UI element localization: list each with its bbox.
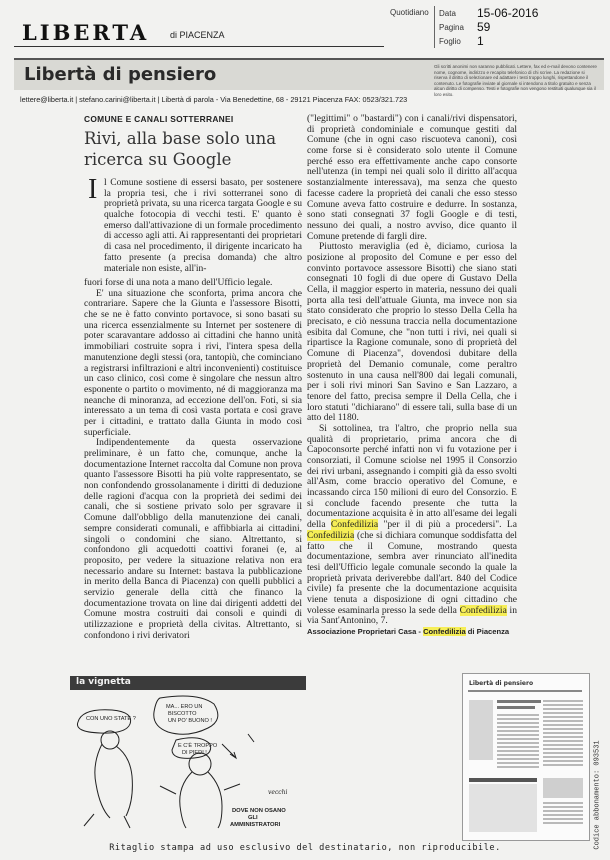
metadata-box bbox=[434, 6, 600, 48]
column-contact-line: lettere@liberta.it | stefano.carini@liberta.it | Libertà di parola - Via Benedettine, 68 - 29121 Piacenza FAX: 0523/321.723 bbox=[20, 95, 408, 104]
sheet-value: 1 bbox=[477, 34, 484, 48]
clipping-footer: Ritaglio stampa ad uso esclusivo del destinatario, non riproducibile. bbox=[109, 843, 501, 853]
column-banner bbox=[14, 58, 604, 97]
date-value: 15-06-2016 bbox=[477, 6, 539, 20]
cartoon-head-right bbox=[189, 753, 211, 775]
page-thumbnail bbox=[462, 673, 590, 841]
balloon-text: UN PO' BUONO ! bbox=[168, 718, 212, 724]
article-paragraph-1: l Comune sostiene di essersi basato, per sostenere la propria tesi, che i rivi sotterranei sono di proprietà privata, su una ricerca targata Google e su qualche fotocopia di vecchi testi. E' quanto è emerso dall'attivazione di un formale procedimento di accesso agli atti. Ai rappresentanti dei proprietari di casa nel procedimento, il dirigente incaricato ha fatto presente (a precisa domanda) che altro materiale non esiste, all'in- bbox=[104, 177, 302, 274]
article-paragraph-3-end: ("legittimi" o "bastardi") con i canali/rivi dispensatori, di proprietà condominiale e comunque gestiti dal Comune (che in ogni caso riscuoteva canoni), così come forse si è considerato solo utente il Comune perché esso era effettivamente anche capo consorte nell'utenza (in tempi nei quali solo il diritto all'acqua sostanzialmente interessava), ma senza che questo facesse cadere la proprietà dei canali che esso stesso Comune aveva fatto costruire e dedurre. In sostanza, sono stati consegnati 37 fogli Google e di testi, nessuno dei quali, a nostro avviso, dice quanto il Comune pretende di fargli dire. bbox=[307, 113, 517, 242]
page-label: Pagina bbox=[439, 23, 464, 32]
highlighted-term: Confedilizia bbox=[330, 519, 379, 531]
balloon-text: CON UNO STATE ? bbox=[86, 716, 136, 722]
highlighted-term: Confedilizia bbox=[459, 604, 507, 616]
vignetta-label: la vignetta bbox=[76, 677, 131, 687]
balloon-text: BISCOTTO bbox=[168, 711, 197, 717]
column-rules-note: Gli scritti anonimi non saranno pubblicati. Lettere, fax ed e-mail devono contenere nome, cognome, indirizzo e recapito telefonico di chi scrive. La redazione si riserva il diritto di selezionare ed adattare i testi troppo lunghi, rispettandone il contenuto. Le fotografie inviate al giornale si intendono a titolo gratuito e senza alcun diritto di compenso. Testi e fotografie non vengono restituiti qualunque sia il loro esito. bbox=[434, 64, 597, 97]
article-paragraph-2: E' una situazione che sconforta, prima ancora che contrariare. Sapere che la Giunta e l'assessore Bisotti, che se ne è fatto convinto portavoce, si sono basati su una ricerca essenzialmente su Internet per sostenere di poter scaravantare addosso ai cittadini che hanno unità immobiliari costruite sopra i rivi, l'intera spesa della manutenzione degli stessi (ora, tantopiù, che cominciano a registrarsi infiltrazioni e altri inconvenienti) costituisce un caso clinico, così come è singolare che nessun altro esponente o partito o movimento, né di maggioranza ma neanche di minoranza, ad eccezione dell'on. Foti, si sia interessato a un tema di così vasta portata e così grave per i cittadini, e trattato dalla Giunta in modo così superficiale. bbox=[84, 287, 302, 438]
vignetta-header bbox=[70, 676, 306, 690]
article-intro-column bbox=[88, 174, 302, 274]
article-paragraph-4: Piuttosto meraviglia (ed è, diciamo, curiosa la posizione al proposito del Comune e per esso del convinto portavoce assessore Bisotti) che siano stati consegnati 10 fogli di due opere di Gustavo Della Cella, il maggior esperto in materia, nessuno dei quali porta alla tesi dell'attuale Giunta, ma invece non sia stato considerato che proprio lo stesso Della Cella ha precisato, e ciò nessuna traccia nella documentazione esibita dal Comune, che "non tutti i rivi, nei quali si ripartisce la Ragione comunale, sono di proprietà del Comune di Piacenza", dovendosi dubitare della proprietà del Demanio comunale, come peraltro sostenuto in una causa nell'800 dai legali comunali, per i soli rivi minori San Savino e San Lazzaro, a tenore del fatto, precisa sempre il Della Cella, che i loro statuti "dichiarano" di essere tali, sulla base di un atto del 1180. bbox=[307, 241, 517, 424]
sheet-label: Foglio bbox=[439, 37, 461, 46]
column-title: Libertà di pensiero bbox=[24, 64, 217, 85]
cartoon-caption: DOVE NON OSANO bbox=[232, 808, 286, 814]
newspaper-logo-subtitle: di PIACENZA bbox=[170, 30, 225, 40]
article-paragraph-5: Si sottolinea, tra l'altro, che proprio nella sua qualità di proprietario, prima ancora che di Capoconsorte perché infatti non vi fu votazione per i consorziati, il Comune sciolse nel 1995 il Consorzio dei rivi urbani, assegnando i compiti già da esso svolti all'Asm, come braccio operativo del Comune, e incassando circa 150 milioni di euro del Consorzio. E si conclude facendo presente che tutta la documentazione acquisita è in atto all'esame dei legali della Confedilizia "per il di più a procedersi". La Confedilizia (che si dichiara comunque soddisfatta del fatto che il Comune, mostrando questa documentazione, sembra aver rinunciato all'inedita tesi dell'Ufficio legale comunale secondo la quale la proprietà privata deriverebbe dall'art. 840 del Codice civile) fa presente che la documentazione acquisita viene tenuta a disposizione di ogni cittadino che volesse esaminarla presso la sede della Confedilizia in via Sant'Antonino, 7. bbox=[307, 422, 517, 627]
article-paragraph-1-end: fuori forse di una nota a mano dell'Ufficio legale. bbox=[84, 277, 273, 288]
cartoon-figure-left bbox=[84, 744, 132, 828]
article-signature: Associazione Proprietari Casa - Confedilizia di Piacenza bbox=[307, 627, 510, 636]
cartoonist-signature: vecchi bbox=[268, 789, 288, 796]
publication-type: Quotidiano bbox=[390, 8, 429, 17]
article-paragraph-3: Indipendentemente da questa osservazione preliminare, è un fatto che, comunque, anche la documentazione Internet raccolta dal Comune non prova quanto l'assessore Bisotti ha più volte rappresentato, se non confondendo grossolanamente i diritti di deduzione delle ragioni d'acqua con la proprietà dei sedimi dei canali, che si sostiene privato solo per sgravare il Comune dall'obbligo della manutenzione dei canali, sempre considerati comunali, e affibbiarla ai cittadini, singoli o condomini che siano. Altrettanto, si confondono gli acquedotti coattivi foranei (e, al proposito, per vedere la situazione relativa non era necessario andare su Internet: bastava la pubblicazione in merito della Banca di Piacenza) con quelli pubblici a servizio generale della città che financo la documentazione trovata on line dai dirigenti addetti del Comune mostra costruiti dai consoli e quindi di utilizzazione e proprietà della civitas. Altrettanto, si confondono i rivi derivatori bbox=[84, 437, 302, 641]
balloon-text: E C'È TROPPO bbox=[178, 743, 218, 749]
balloon-text: DI PIEDI ! bbox=[182, 750, 207, 756]
vignetta-cartoon bbox=[72, 694, 304, 834]
article-headline: Rivi, alla base solo una ricerca su Google bbox=[84, 129, 277, 169]
cartoon-arrows bbox=[222, 734, 254, 758]
cartoon-head-left bbox=[101, 731, 119, 749]
thumbnail-title: Libertà di pensiero bbox=[469, 680, 534, 687]
date-label: Data bbox=[439, 9, 456, 18]
balloon-text: MA... ERO UN bbox=[166, 704, 203, 710]
article-column-2 bbox=[307, 114, 517, 638]
highlighted-term: Confedilizia bbox=[307, 529, 355, 541]
newspaper-logo: LIBERTA bbox=[22, 20, 150, 45]
cartoon-figure-right bbox=[160, 772, 240, 828]
header-rule bbox=[14, 46, 384, 47]
article-kicker: COMUNE E CANALI SOTTERRANEI bbox=[84, 114, 234, 124]
cartoon-caption: GLI bbox=[248, 815, 258, 821]
highlighted-term: Confedilizia bbox=[423, 627, 466, 636]
drop-cap: I bbox=[88, 174, 98, 205]
subscription-code: Codice abbonamento: 093531 bbox=[593, 740, 602, 850]
cartoon-caption: AMMINISTRATORI bbox=[230, 822, 281, 828]
article-column-1 bbox=[84, 278, 302, 641]
page-value: 59 bbox=[477, 20, 491, 34]
